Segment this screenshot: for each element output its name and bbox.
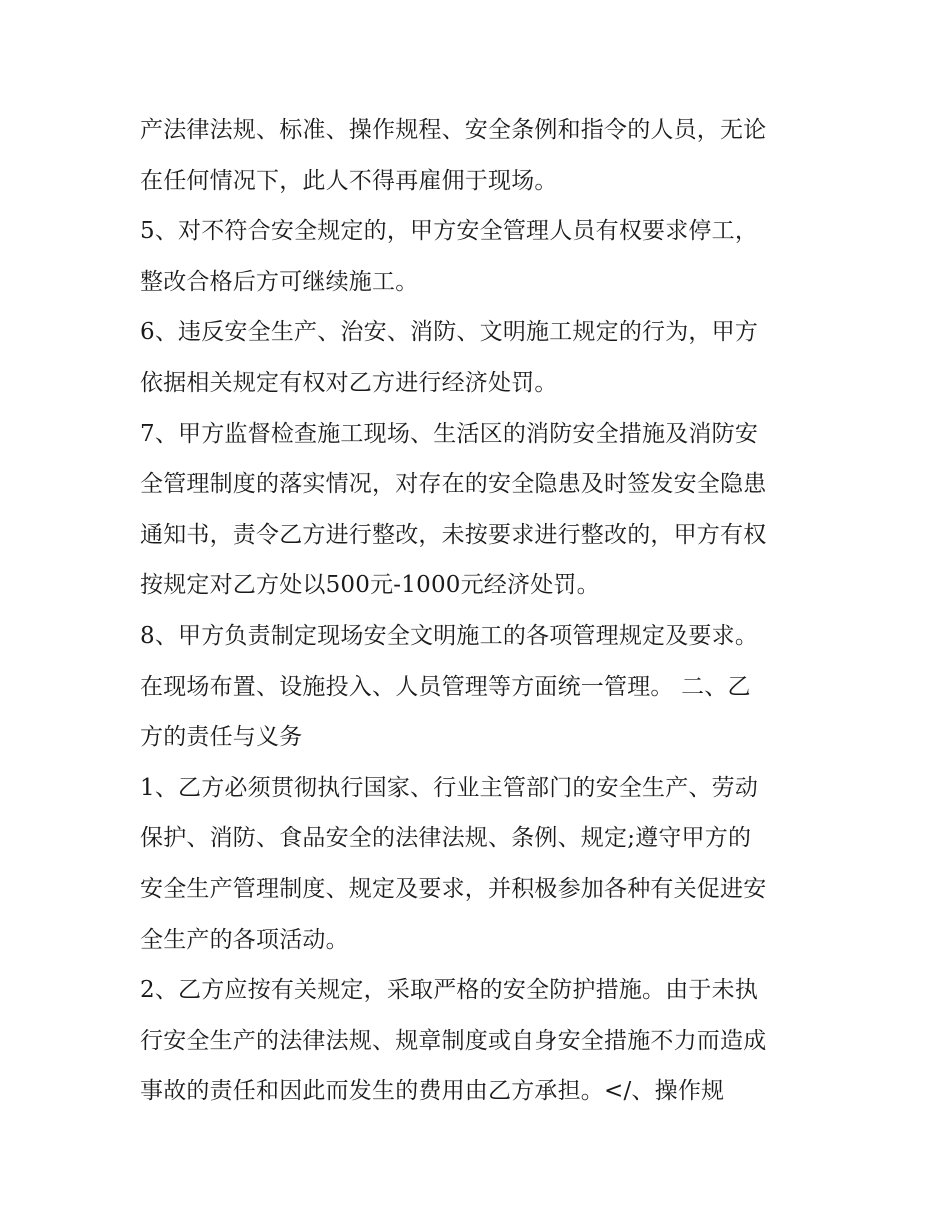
text-line: 整改合格后方可继续施工。 — [140, 268, 419, 295]
text-line: 行安全生产的法律法规、规章制度或自身安全措施不力而造成 — [140, 1027, 767, 1054]
text-line: 保护、消防、食品安全的法律法规、条例、规定;遵守甲方的 — [140, 825, 752, 852]
text-line: 在现场布置、设施投入、人员管理等方面统一管理。 二、乙 — [140, 673, 751, 700]
text-line: 1、乙方必须贯彻执行国家、行业主管部门的安全生产、劳动 — [140, 774, 759, 801]
text-line: 全管理制度的落实情况，对存在的安全隐患及时签发安全隐患 — [140, 471, 767, 498]
text-line: 全生产的各项活动。 — [140, 926, 349, 953]
text-line: 7、甲方监督检查施工现场、生活区的消防安全措施及消防安 — [140, 420, 759, 447]
text-line: 通知书，责令乙方进行整改，未按要求进行整改的，甲方有权 — [140, 521, 767, 548]
text-line: 在任何情况下，此人不得再雇佣于现场。 — [140, 167, 558, 194]
text-line: 事故的责任和因此而发生的费用由乙方承担。</、操作规 — [140, 1078, 725, 1105]
text-line: 方的责任与义务 — [140, 724, 303, 751]
text-line: 8、甲方负责制定现场安全文明施工的各项管理规定及要求。 — [140, 622, 759, 649]
document-body — [140, 105, 820, 1117]
text-line: 产法律法规、标准、操作规程、安全条例和指令的人员，无论 — [140, 117, 767, 143]
text-line: 安全生产管理制度、规定及要求，并积极参加各种有关促进安 — [140, 875, 767, 902]
text-line: 6、违反安全生产、治安、消防、文明施工规定的行为，甲方 — [140, 319, 759, 346]
text-line: 依据相关规定有权对乙方进行经济处罚。 — [140, 369, 558, 396]
text-line: 2、乙方应按有关规定，采取严格的安全防护措施。由于未执 — [140, 977, 759, 1004]
text-line: 5、对不符合安全规定的，甲方安全管理人员有权要求停工， — [140, 218, 759, 245]
text-line: 按规定对乙方处以500元-1000元经济处罚。 — [140, 572, 600, 599]
